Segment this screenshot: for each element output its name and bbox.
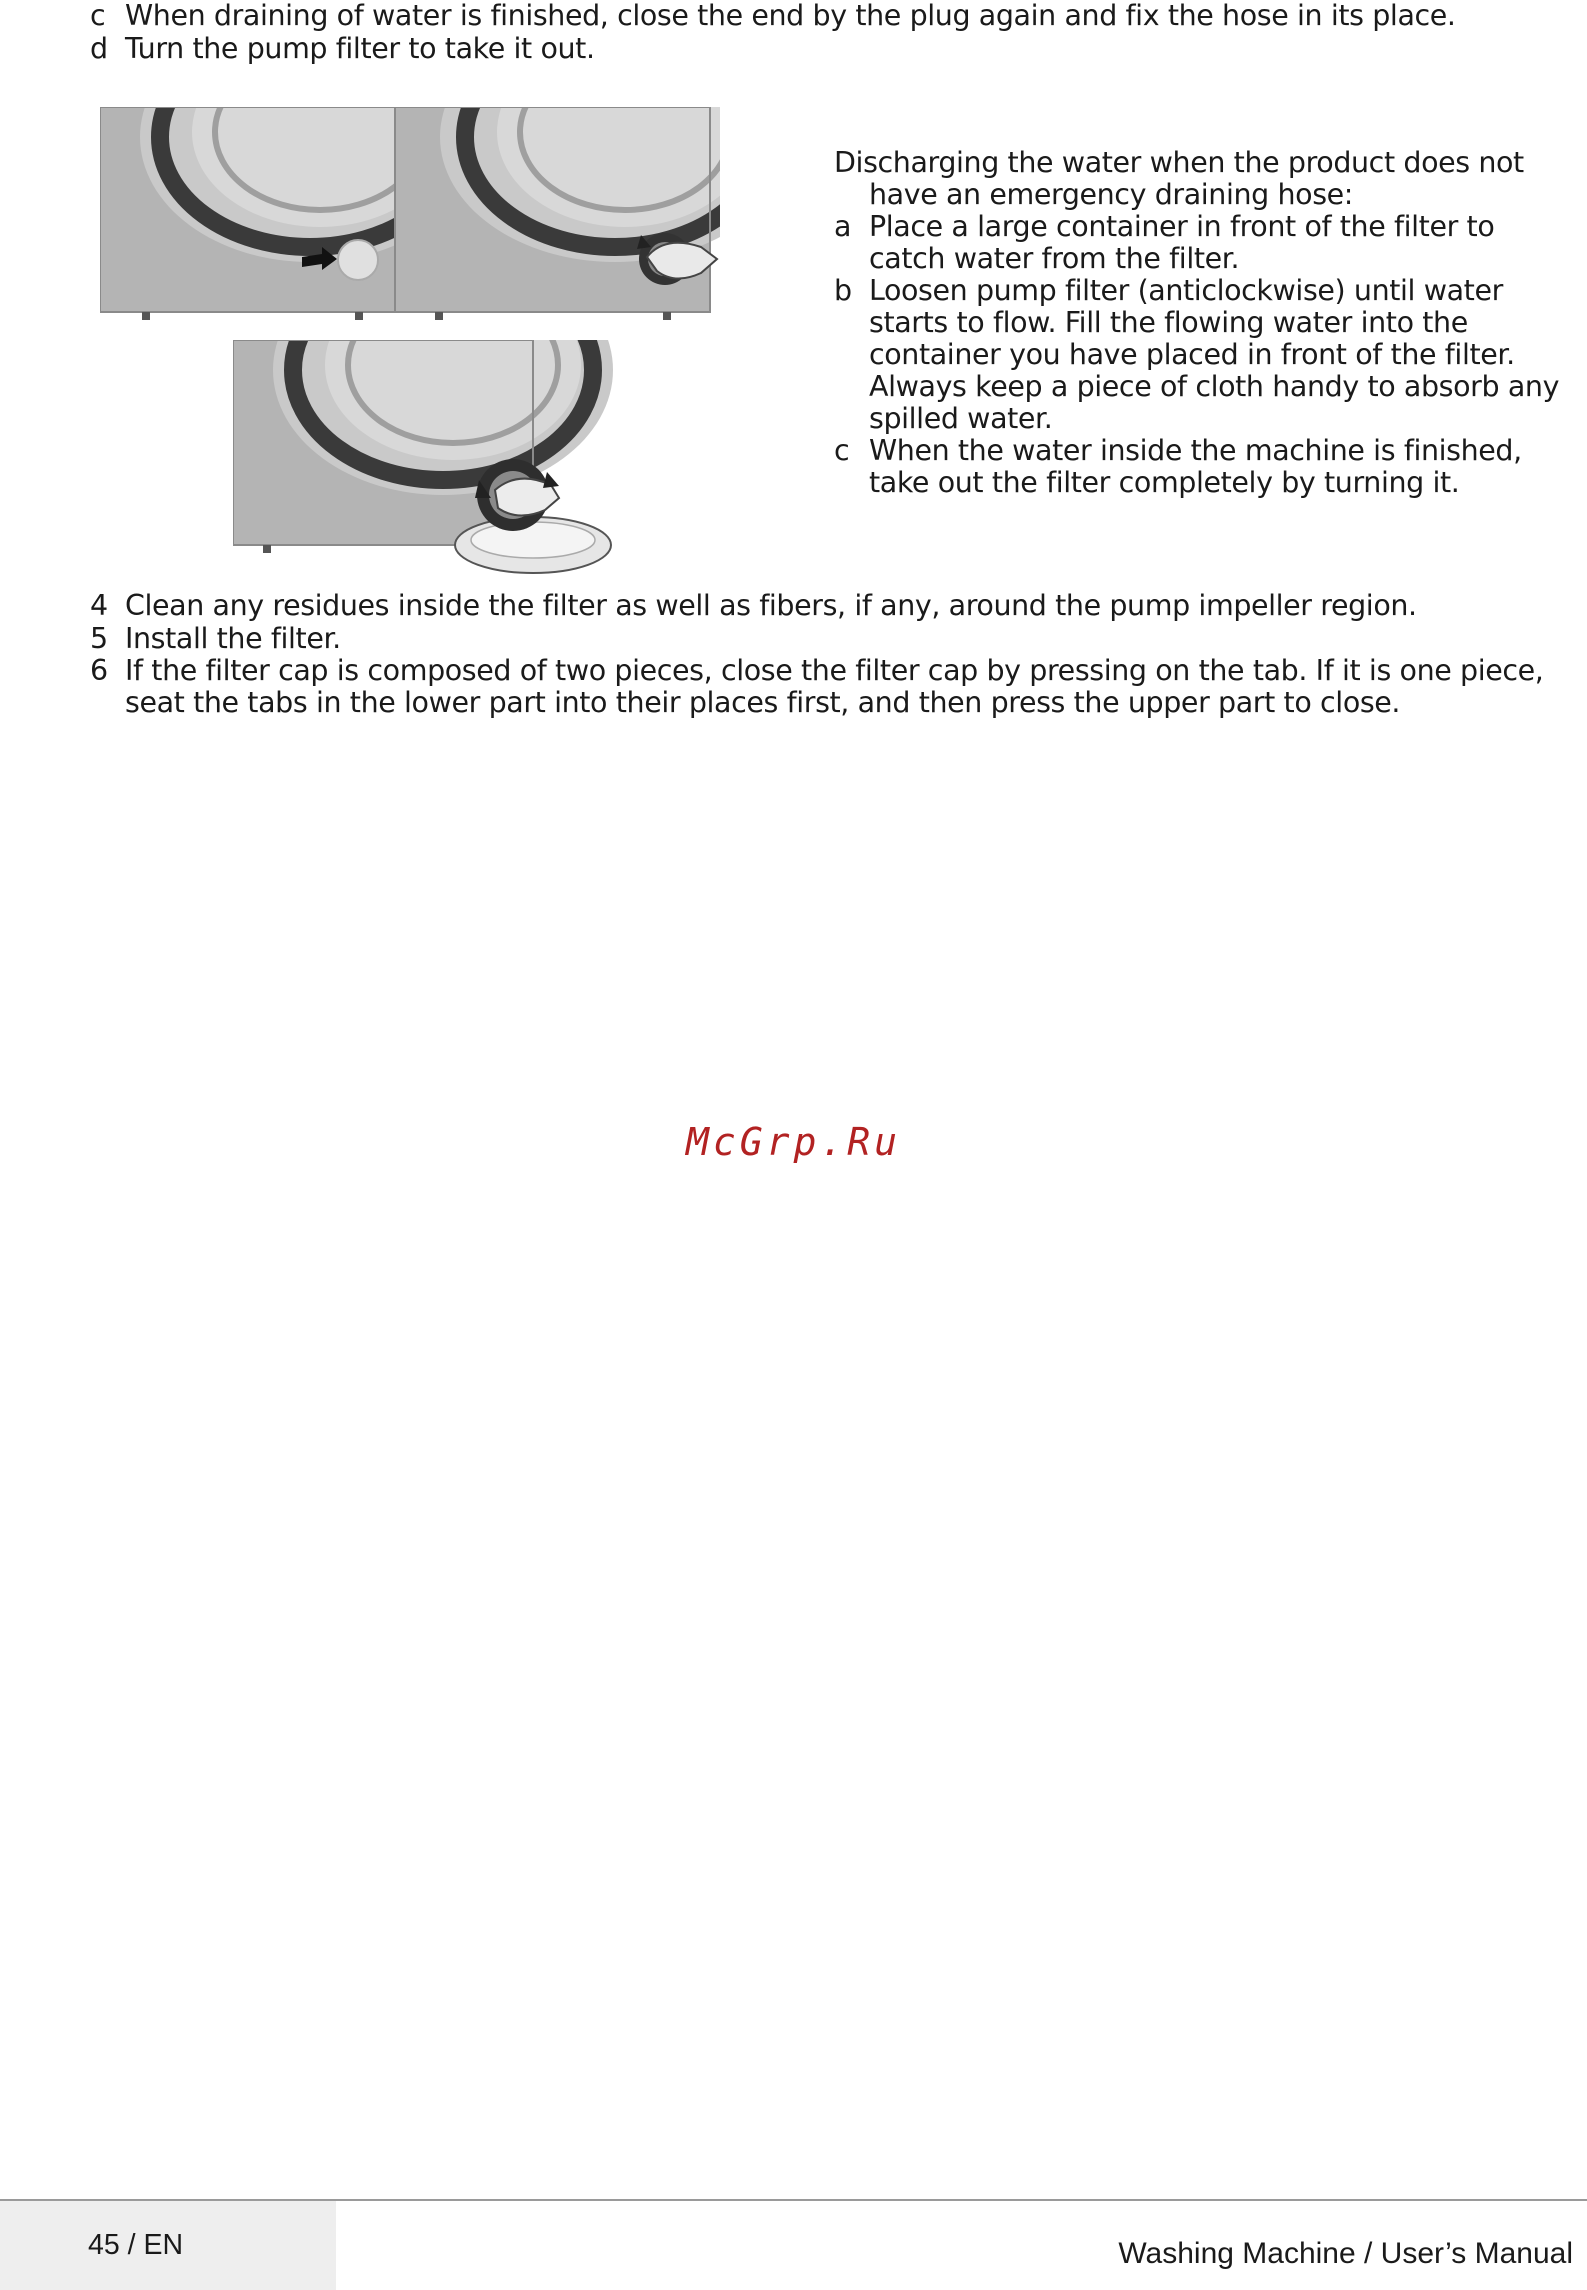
step-text: Install the filter. (125, 622, 341, 655)
side-instructions (834, 147, 1574, 499)
step-label: c (90, 0, 106, 32)
step-text: When draining of water is finished, close the end by the plug again and fix the hose in its place. (125, 0, 1456, 32)
step-text: Turn the pump filter to take it out. (125, 32, 595, 65)
step-d-top (90, 33, 1570, 65)
washing-machine-filter-container-illustration (233, 340, 618, 580)
manual-title: Washing Machine / User’s Manual (1118, 2237, 1573, 2270)
step-text: Clean any residues inside the filter as well as fibers, if any, around the pump impeller region. (125, 589, 1417, 622)
step-4 (90, 590, 1570, 622)
side-intro: Discharging the water when the product does not have an emergency draining hose: (834, 146, 1524, 211)
washing-machine-filter-cap-illustration (100, 107, 395, 322)
watermark: McGrp.Ru (685, 1120, 902, 1164)
step-6 (90, 655, 1570, 719)
side-item-text: Place a large container in front of the filter to catch water from the filter. (869, 210, 1495, 275)
side-item-b (834, 275, 1574, 435)
washing-machine-filter-turn-illustration (395, 107, 720, 322)
page-number: 45 / EN (0, 2201, 336, 2290)
side-item-label: c (834, 434, 850, 467)
step-label: d (90, 32, 108, 65)
step-c-top (90, 0, 1570, 32)
step-label: 5 (90, 622, 108, 655)
step-label: 4 (90, 589, 108, 622)
step-text: If the filter cap is composed of two pieces, close the filter cap by pressing on the tab. If it is one piece, seat the tabs in the lower part into their places first, and then press the upper part to close. (125, 654, 1544, 719)
side-item-a (834, 211, 1574, 275)
side-item-label: a (834, 210, 852, 243)
side-item-text: Loosen pump filter (anticlockwise) until water starts to flow. Fill the flowing water into the container you have placed in front of the filter. Always keep a piece of cloth handy to absorb any spilled water. (869, 274, 1560, 435)
side-item-text: When the water inside the machine is finished, take out the filter completely by turning it. (869, 434, 1522, 499)
step-5 (90, 623, 1570, 655)
step-label: 6 (90, 654, 108, 687)
side-item-c (834, 435, 1574, 499)
side-item-label: b (834, 274, 852, 307)
